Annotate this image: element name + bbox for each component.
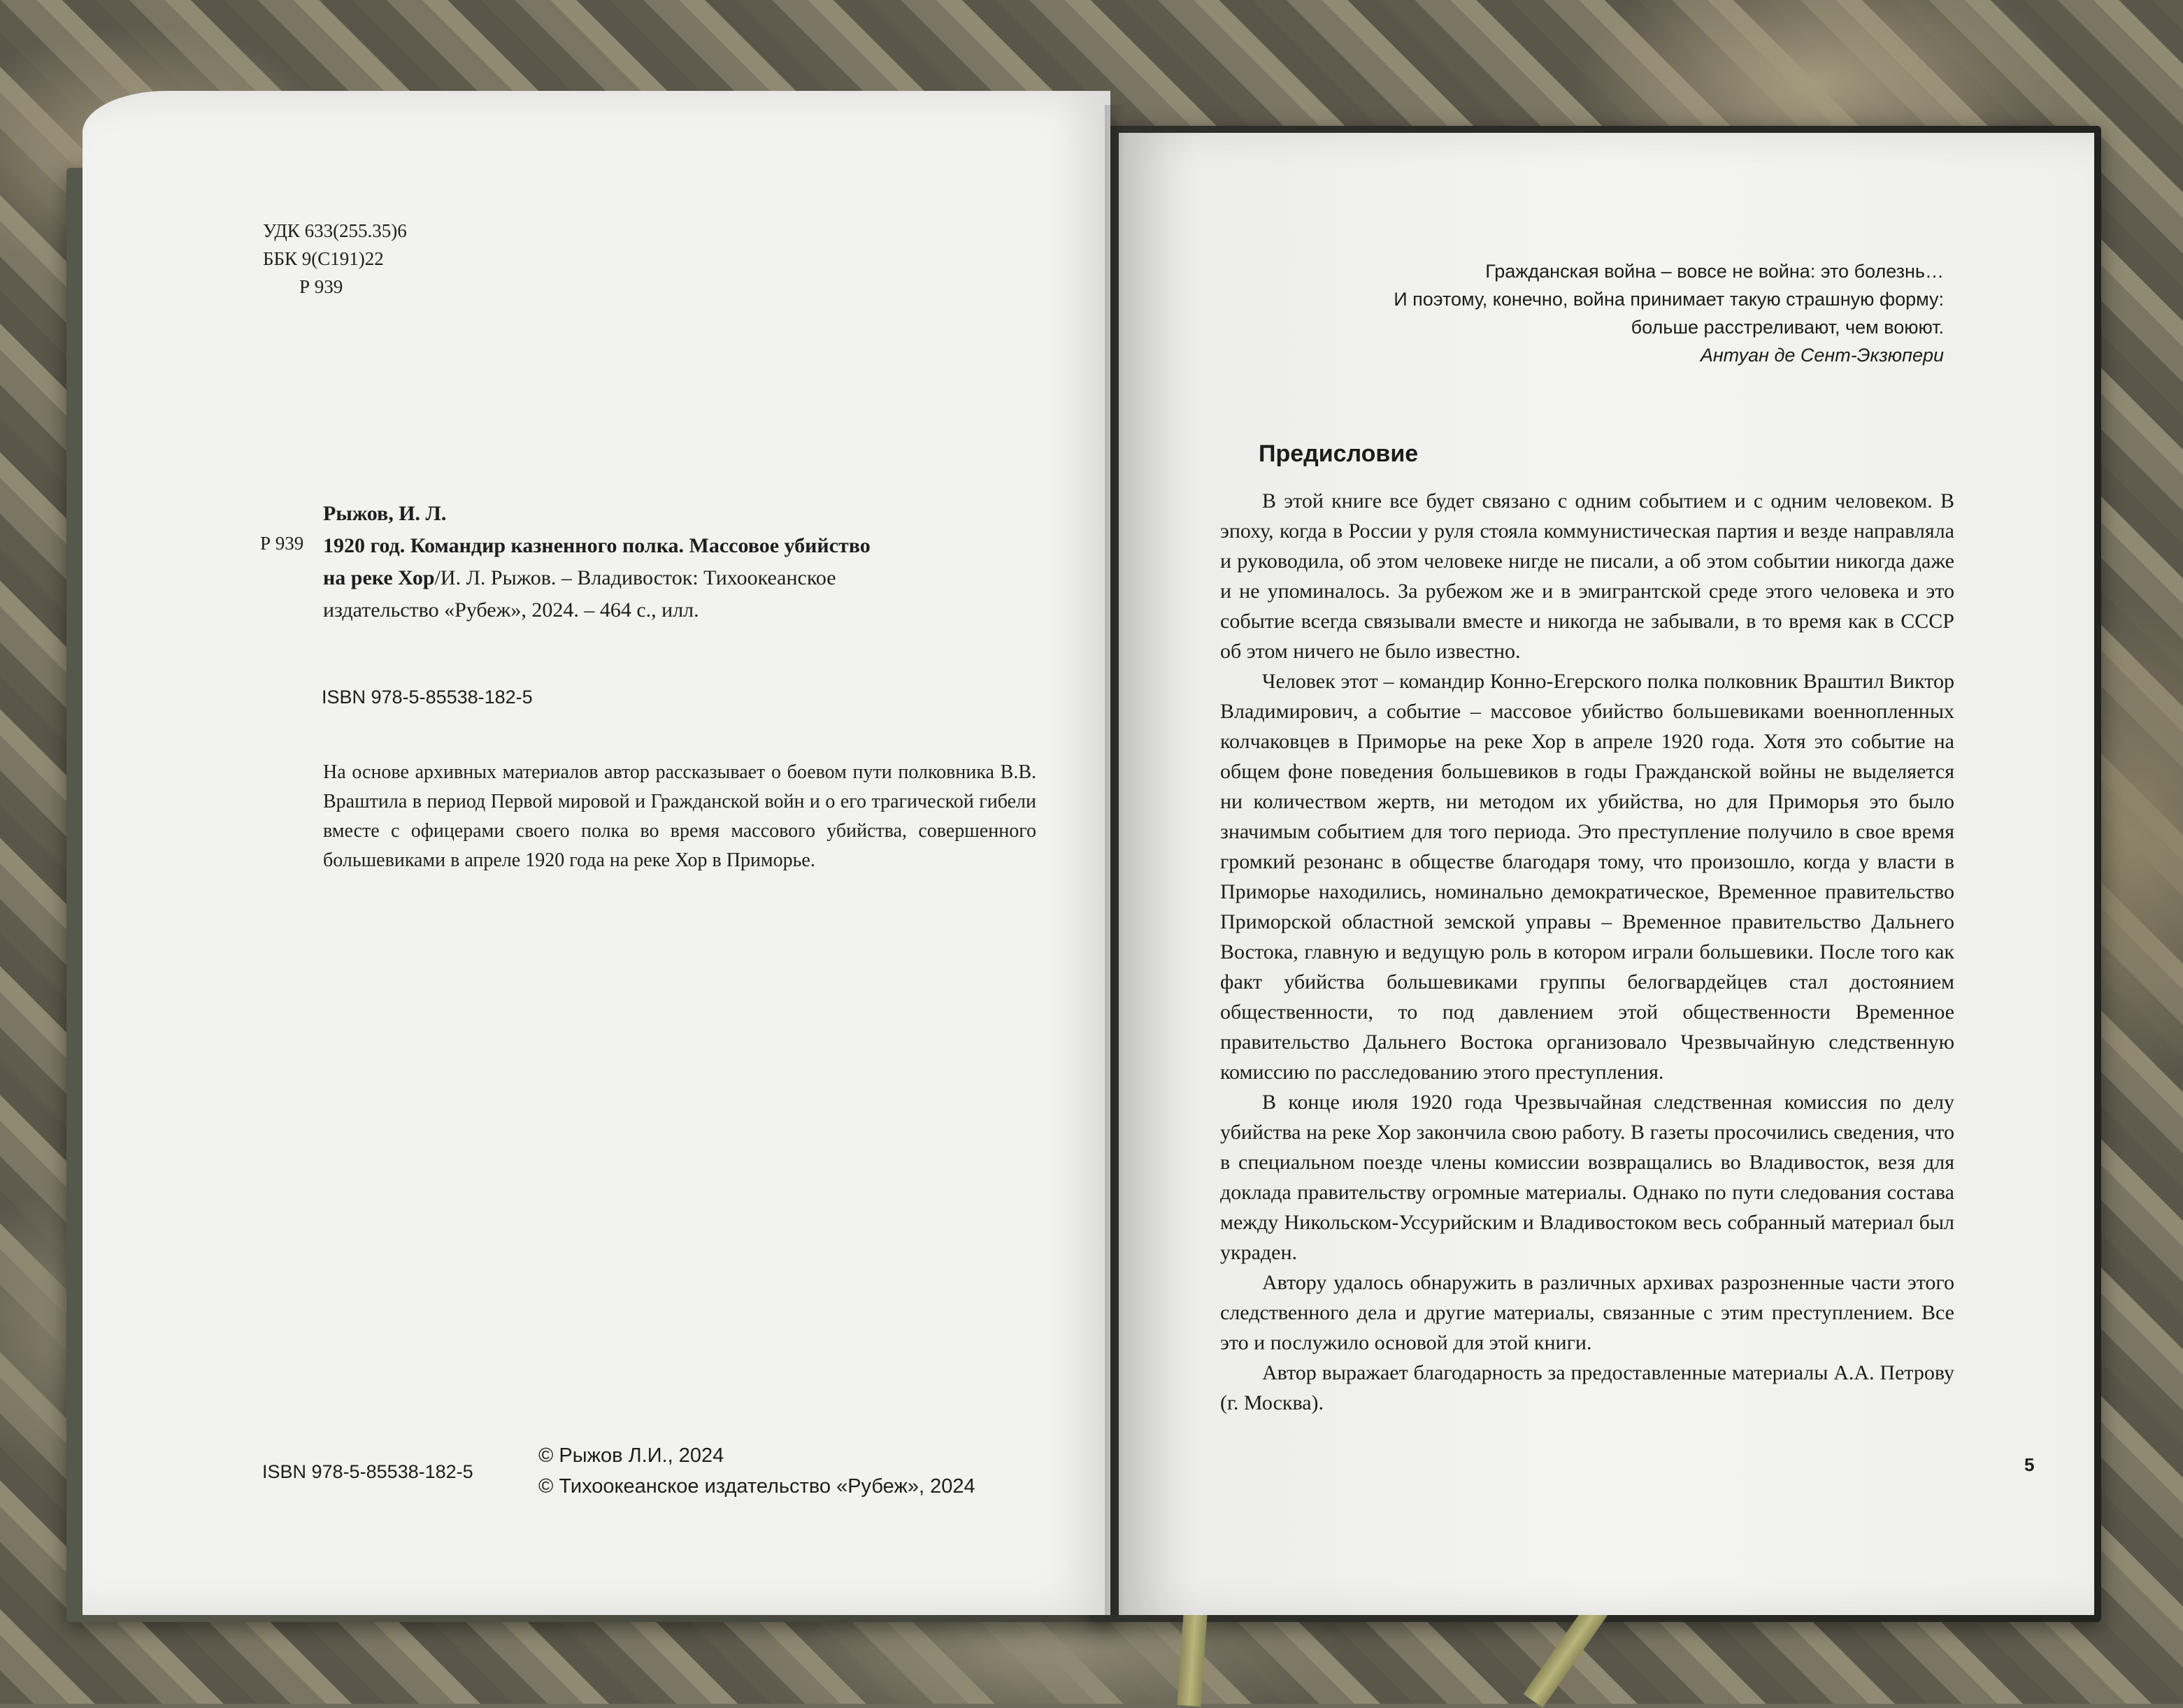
epigraph (1394, 257, 1944, 369)
paragraph: Автору удалось обнаружить в различных архивах разрозненные части этого следственного дела и другие материалы, связанные с этим преступлением. Все это и послужило основой для этой книги. (1220, 1271, 1954, 1354)
bibliographic-record (323, 498, 871, 626)
annotation: На основе архивных материалов автор рассказывает о боевом пути полковника В.В. Враштила в период Первой мировой и Гражданской войн и о его трагической гибели вместе с офицерами своего полка во время массового убийства, совершенного большевиками в апреле 1920 года на реке Хор в Приморье. (323, 761, 1036, 871)
isbn-bottom: ISBN 978-5-85538-182-5 (262, 1461, 473, 1482)
copyright-block (538, 1440, 975, 1502)
udc-line: УДК 633(255.35)6 (263, 220, 407, 241)
copyright-publisher: © Тихоокеанское издательство «Рубеж», 2024 (538, 1475, 975, 1498)
preface-text (1220, 486, 1954, 1418)
epigraph-author: Антуан де Сент-Экзюпери (1700, 345, 1944, 366)
author-mark-line: Р 939 (299, 276, 343, 297)
publication-details: издательство «Рубеж», 2024. – 464 с., илл. (323, 598, 699, 622)
paragraph: В этой книге все будет связано с одним событием и с одним человеком. В эпоху, когда в России у руля стояла коммунистическая партия и везде направляла и руководила, об этом человеке нигде не писали, а об этом событии никогда даже и не упоминалось. За рубежом же и в эмигрантской среде этого человека и это событие всегда связывали вместе и никогда не забывали, в то время как в СССР об этом ничего не было известно. (1220, 489, 1954, 663)
paragraph: Человек этот – командир Конно-Егерского полка полковник Враштил Виктор Владимирович, а событие – массовое убийство большевиками военнопленных колчаковцев в Приморье на реке Хор в апреле 1920 года. Хотя это событие на общем фоне поведения большевиков в годы Гражданской войны не выделяется ни количеством жертв, ни методом их убийства, но для Приморья это было значимым событием для того периода. Это преступление получило в свое время громкий резонанс в обществе благодаря тому, что произошло, когда у власти в Приморье находились, номинально демократическое, Временное правительство Приморской областной земской управы – Временное правительство Дальнего Востока, главную и ведущую роль в котором играли большевики. После того как факт убийства большевиками группы белогвардейцев стал достоянием общественности, то под давлением этой общественности Временное правительство Дальнего Востока организовало Чрезвычайную следственную комиссию по расследованию этого преступления. (1220, 670, 1954, 1084)
copyright-author: © Рыжов Л.И., 2024 (538, 1444, 724, 1467)
epigraph-line: Гражданская война – вовсе не война: это болезнь… (1485, 261, 1944, 282)
bbk-line: ББК 9(С191)22 (263, 248, 384, 269)
book-title-line1: 1920 год. Командир казненного полка. Массовое убийство (323, 534, 871, 557)
book-gutter (1105, 105, 1126, 1615)
paragraph: Автор выражает благодарность за предоставленные материалы А.А. Петрову (г. Москва). (1220, 1361, 1954, 1414)
udc-block (263, 217, 407, 301)
paragraph: В конце июля 1920 года Чрезвычайная следственная комиссия по делу убийства на реке Хор закончила свою работу. В газеты просочились сведения, что в специальном поезде члены комиссии возвращались во Владивосток, везя для доклада правительству огромные материалы. Однако по пути следования состава между Никольском-Уссурийским и Владивостоком весь собранный материал был украден. (1220, 1091, 1954, 1264)
epigraph-line: И поэтому, конечно, война принимает такую страшную форму: (1394, 289, 1944, 310)
author-name: Рыжов, И. Л. (323, 502, 447, 525)
book-title-line2: на реке Хор (323, 566, 435, 589)
chapter-heading: Предисловие (1259, 440, 1419, 467)
epigraph-line: больше расстреливают, чем воюют. (1631, 317, 1944, 338)
isbn-top: ISBN 978-5-85538-182-5 (322, 687, 533, 708)
page-number: 5 (2024, 1454, 2035, 1475)
side-code: Р 939 (260, 533, 304, 554)
publication-info: /И. Л. Рыжов. – Владивосток: Тихоокеанское (434, 566, 836, 589)
